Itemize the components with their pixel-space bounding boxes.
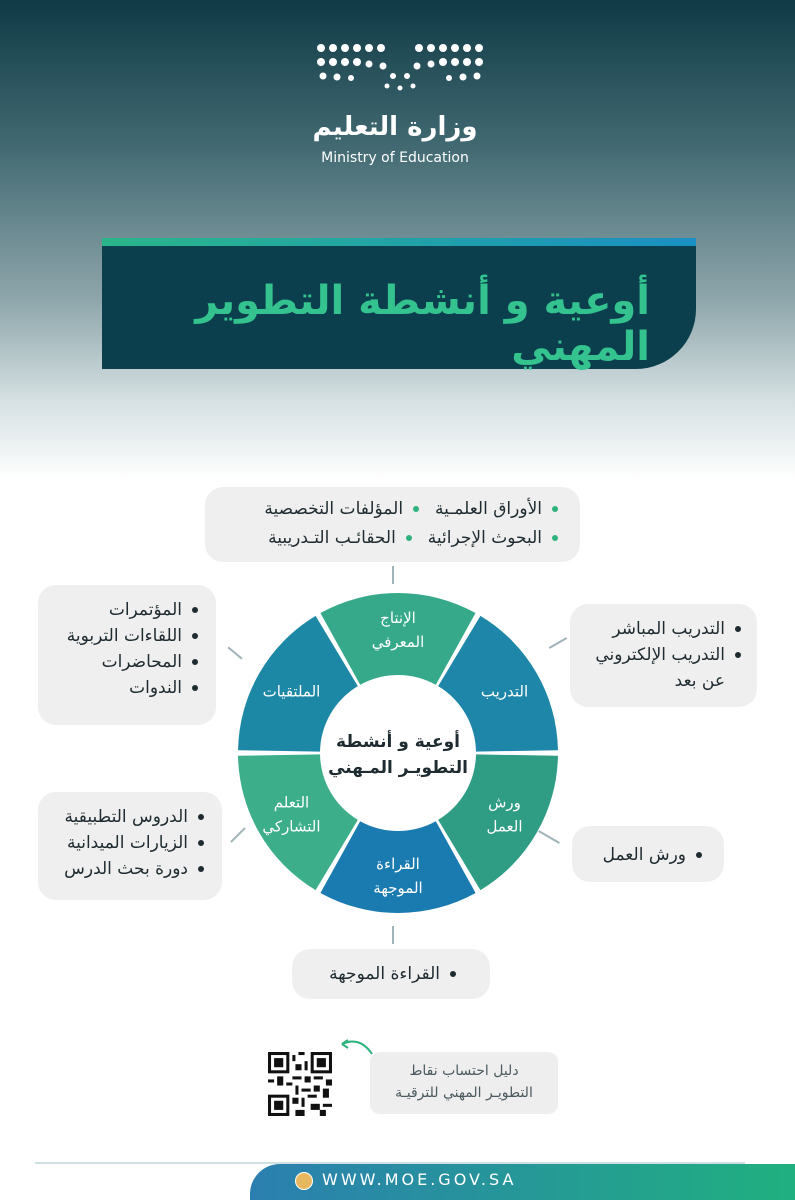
list-item: المؤتمرات: [38, 597, 198, 623]
wheel-segment-label: التعلم: [273, 793, 310, 812]
guide-line-2: التطويـر المهني للترقيـة: [395, 1085, 533, 1101]
wheel-segment-label: العمل: [486, 817, 523, 836]
arrow-icon: [336, 1034, 376, 1058]
brand-arabic: وزارة التعليم: [312, 112, 478, 142]
wheel-center: [326, 681, 470, 825]
website-link[interactable]: WWW.MOE.GOV.SA: [322, 1170, 517, 1189]
activities-wheel: [228, 588, 568, 918]
wheel-segment-label: الإنتاج: [380, 609, 416, 627]
list-item: القراءة الموجهة: [292, 961, 456, 987]
page-title: أوعية و أنشطة التطوير المهني: [195, 278, 650, 370]
list-item: ورش العمل: [572, 842, 702, 868]
globe-icon: [295, 1172, 313, 1190]
wheel-segment-label: ورش: [488, 793, 521, 812]
ministry-logo-icon: [315, 40, 485, 98]
brand-english: Ministry of Education: [321, 150, 469, 166]
footer-bar: [250, 1164, 795, 1200]
wheel-segment-label: الملتقيات: [262, 682, 321, 701]
connector-line: [392, 926, 394, 944]
wheel-segment-label: الموجهة: [373, 879, 423, 897]
connector-line: [392, 566, 394, 584]
wheel-segment-label: التشاركي: [262, 817, 321, 836]
list-item: التدريب المباشر: [570, 616, 741, 642]
box-training: [570, 604, 757, 707]
list-item: الندوات: [38, 675, 198, 701]
list-item: عن بعد: [674, 671, 725, 691]
wheel-segment-label: التدريب: [480, 682, 529, 701]
box-knowledge-production: [205, 487, 580, 562]
guide-callout[interactable]: [370, 1052, 558, 1114]
title-banner: [102, 238, 696, 369]
wheel-segment-label: المعرفي: [371, 633, 425, 651]
list-item: الحقائـب التـدريبية: [268, 524, 412, 553]
list-item: المؤلفات التخصصية: [264, 495, 419, 524]
wheel-segment-label: القراءة: [376, 855, 420, 873]
list-item: المحاضرات: [38, 649, 198, 675]
list-item: الأوراق العلمـية: [435, 495, 558, 524]
box-guided-reading: [292, 949, 490, 999]
guide-line-1: دليل احتساب نقاط: [409, 1063, 519, 1079]
list-item: البحوث الإجرائية: [428, 524, 558, 553]
wheel-center-label: أوعية و أنشطة: [335, 732, 461, 752]
list-item: الزيارات الميدانية: [38, 830, 204, 856]
wheel-center-label: التطويـر المـهني: [328, 758, 468, 778]
box-workshops: [572, 826, 724, 882]
list-item: اللقاءات التربوية: [38, 623, 198, 649]
box-forums: [38, 585, 216, 725]
qr-code-icon[interactable]: [268, 1052, 332, 1116]
box-collaborative-learning: [38, 792, 222, 900]
list-item: دورة بحث الدرس: [38, 856, 204, 882]
list-item: الدروس التطبيقية: [38, 804, 204, 830]
list-item: التدريب الإلكتروني: [570, 642, 741, 668]
